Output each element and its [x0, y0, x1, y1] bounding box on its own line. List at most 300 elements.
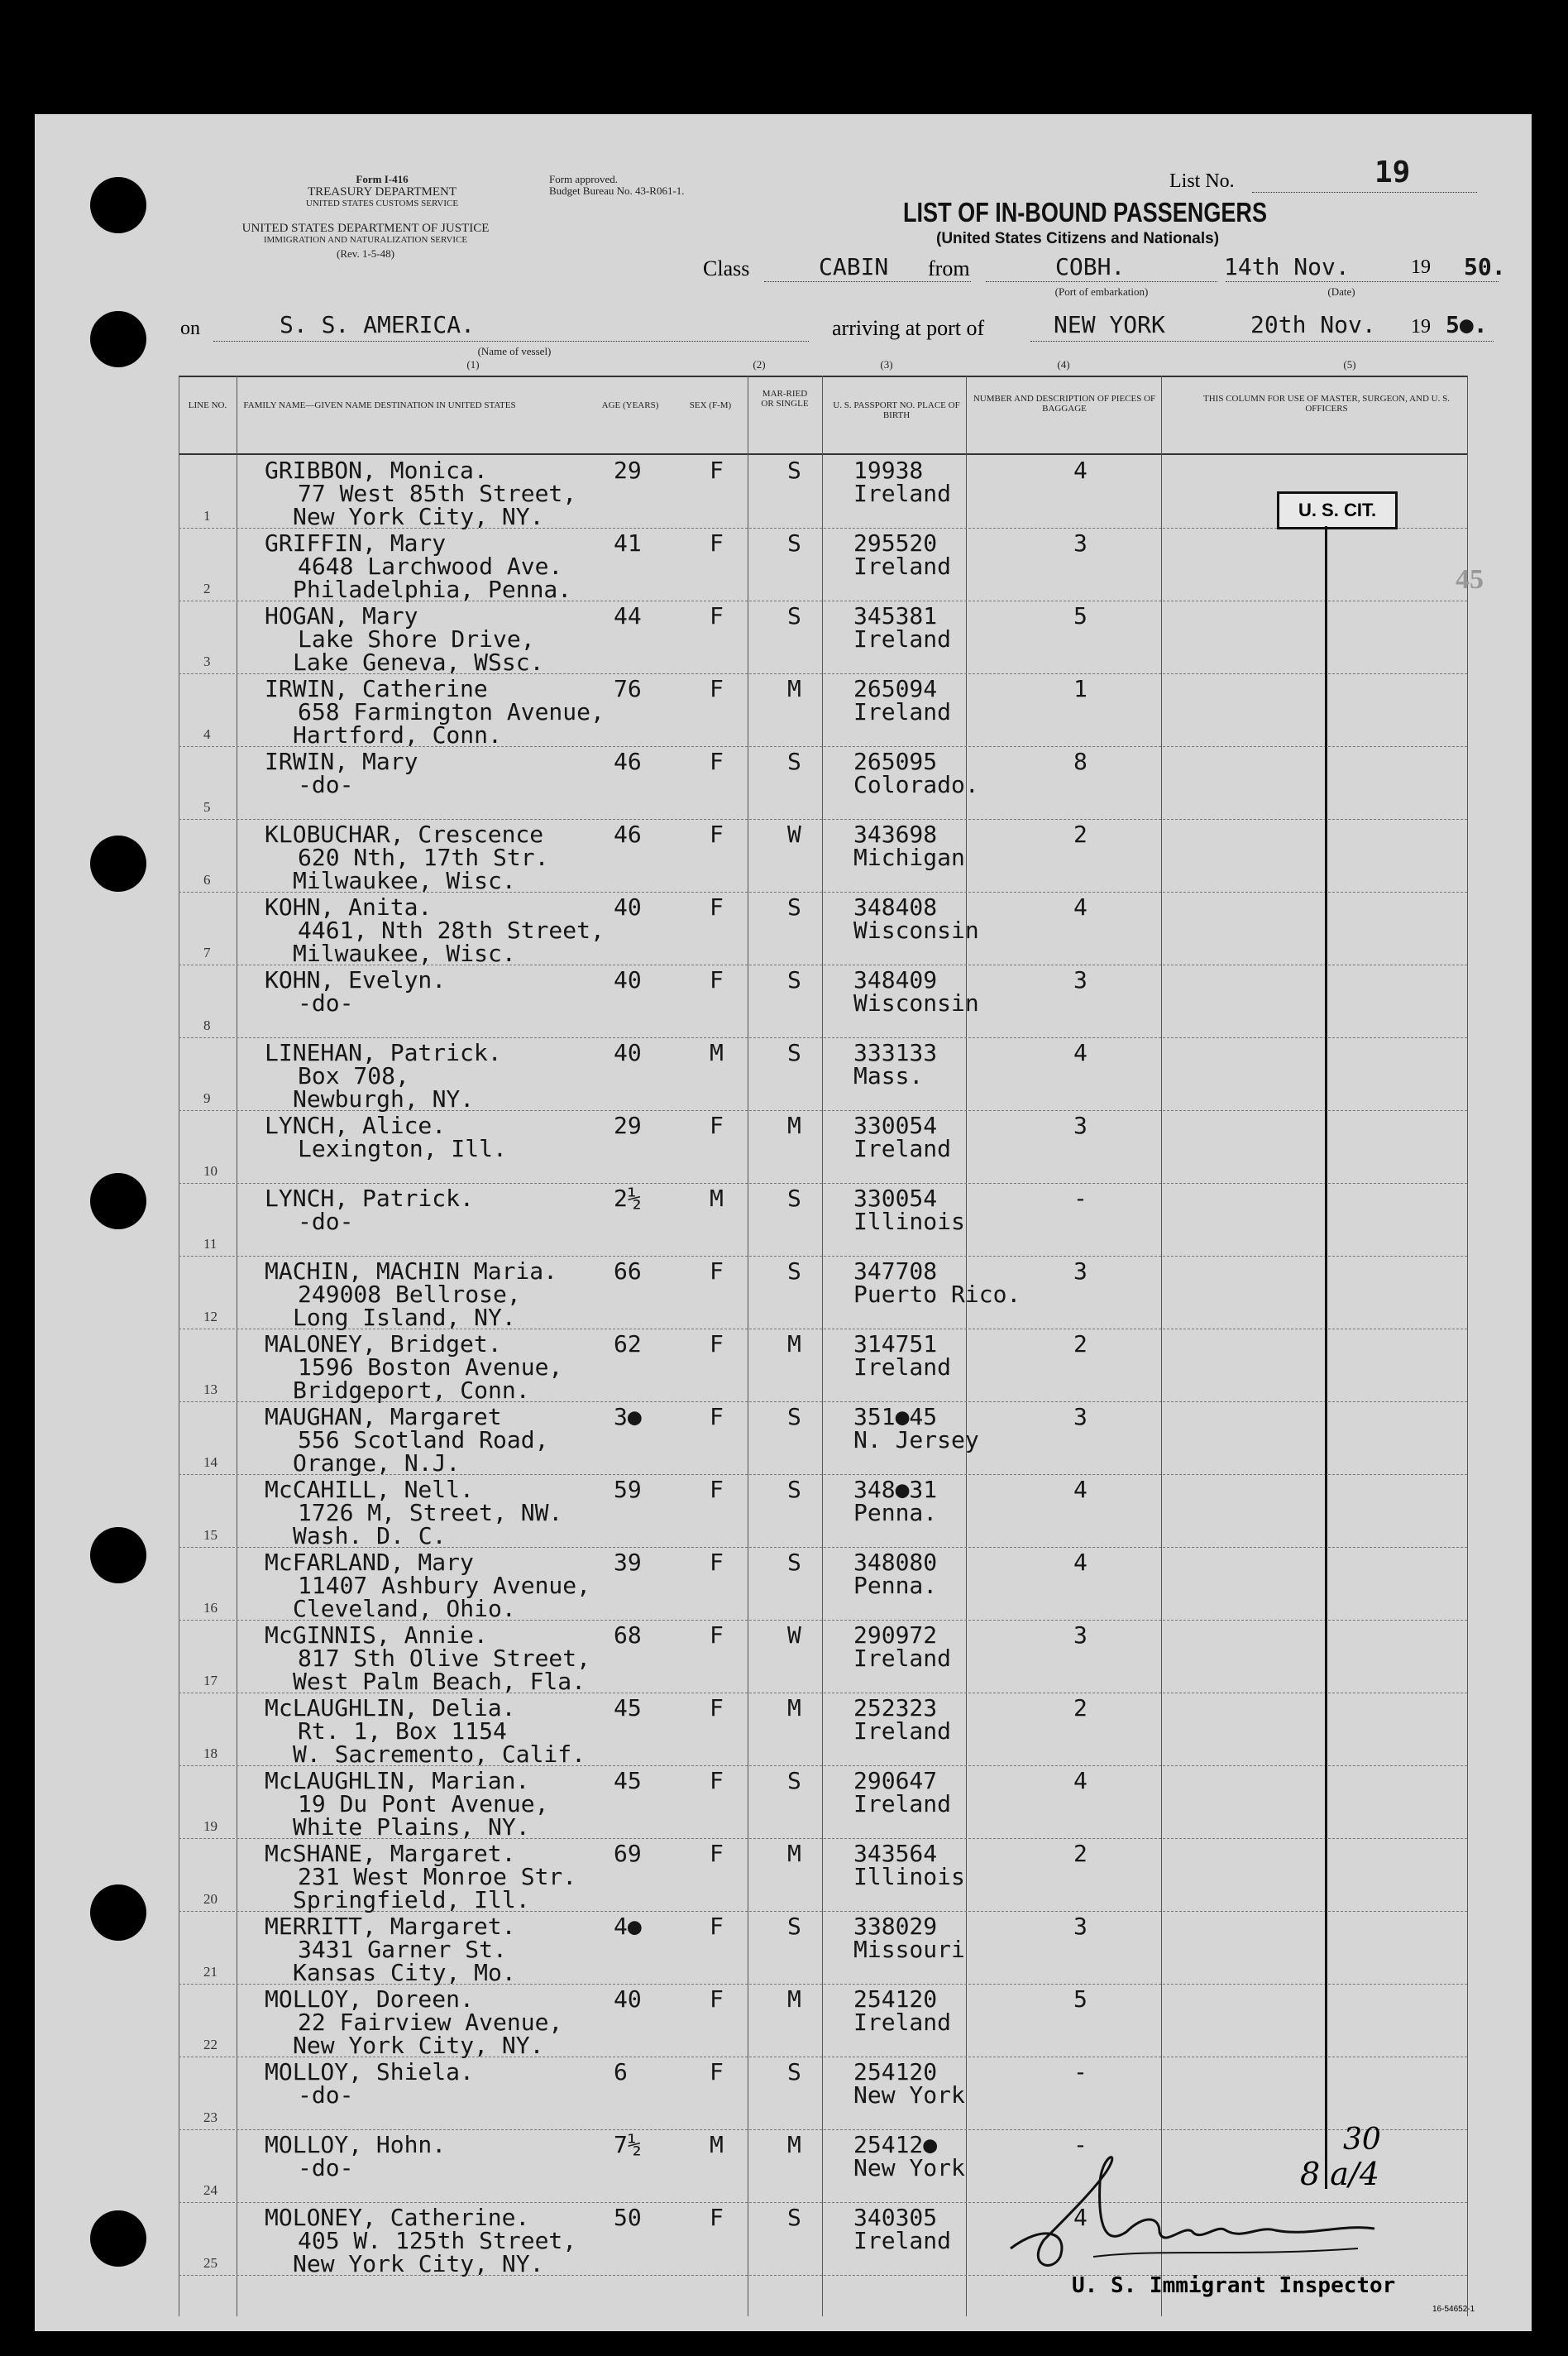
place-of-birth: Ireland: [853, 1645, 952, 1672]
row-separator: [179, 819, 1467, 820]
passenger-address-1: 77 West 85th Street,: [298, 480, 577, 507]
passenger-name: McGINNIS, Annie.: [265, 1621, 488, 1649]
marital-status: S: [787, 1039, 801, 1066]
col-num: (4): [1057, 358, 1070, 371]
baggage-count: 4: [1073, 1549, 1088, 1576]
passenger-address-1: 405 W. 125th Street,: [298, 2227, 577, 2254]
passport-number: 330054: [853, 1185, 938, 1212]
passenger-address-1: Box 708,: [298, 1062, 409, 1089]
passenger-name: MOLLOY, Hohn.: [265, 2131, 447, 2158]
place-of-birth: Mass.: [853, 1062, 924, 1089]
place-of-birth: Ireland: [853, 698, 952, 725]
dept-justice: UNITED STATES DEPARTMENT OF JUSTICE: [241, 222, 490, 235]
place-of-birth: New York: [853, 2081, 965, 2109]
passenger-address-2: Wash. D. C.: [293, 1522, 447, 1549]
passport-number: 290647: [853, 1767, 938, 1794]
list-number: 19: [1374, 156, 1411, 189]
passenger-sex: F: [710, 1913, 724, 1940]
passenger-address-1: Rt. 1, Box 1154: [298, 1717, 507, 1745]
passport-number: 254120: [853, 2058, 938, 2085]
line-number: 25: [203, 2255, 218, 2271]
passenger-age: 29: [614, 1112, 642, 1139]
baggage-count: -: [1073, 2131, 1088, 2158]
passenger-age: 3●: [614, 1403, 642, 1430]
passenger-name: KOHN, Evelyn.: [265, 966, 447, 994]
passenger-name: LINEHAN, Patrick.: [265, 1039, 502, 1066]
passenger-name: MOLLOY, Shiela.: [265, 2058, 474, 2085]
place-of-birth: Puerto Rico.: [853, 1281, 1021, 1308]
header-bottom-rule: [179, 453, 1467, 455]
port-caption: (Port of embarkation): [1054, 285, 1149, 298]
marital-status: M: [787, 1330, 801, 1358]
passenger-sex: F: [710, 2058, 724, 2085]
baggage-count: 8: [1073, 748, 1088, 775]
passenger-address-1: Lexington, Ill.: [298, 1135, 507, 1162]
header-sex: SEX (F-M): [689, 400, 732, 410]
passenger-name: McLAUGHLIN, Delia.: [265, 1694, 516, 1722]
us-citizen-stamp: U. S. CIT.: [1277, 491, 1398, 529]
dept-customs: UNITED STATES CUSTOMS SERVICE: [305, 199, 459, 208]
marital-status: S: [787, 966, 801, 994]
passenger-name: MACHIN, MACHIN Maria.: [265, 1257, 558, 1285]
passport-number: 330054: [853, 1112, 938, 1139]
line-number: 24: [203, 2182, 218, 2198]
line-number: 2: [203, 581, 211, 596]
baggage-count: 2: [1073, 1330, 1088, 1358]
passenger-address-2: Springfield, Ill.: [293, 1886, 530, 1913]
baggage-count: 3: [1073, 1257, 1088, 1285]
place-of-birth: Wisconsin: [853, 917, 979, 944]
passenger-name: KOHN, Anita.: [265, 893, 433, 921]
budget-bureau: Budget Bureau No. 43-R061-1.: [549, 184, 685, 197]
passenger-age: 45: [614, 1694, 642, 1722]
passenger-address-2: Orange, N.J.: [293, 1449, 461, 1477]
baggage-count: 3: [1073, 1913, 1088, 1940]
passenger-address-2: W. Sacremento, Calif.: [293, 1741, 586, 1768]
header-baggage: NUMBER AND DESCRIPTION OF PIECES OF BAGGAGE: [973, 394, 1156, 414]
baggage-count: 4: [1073, 2204, 1088, 2231]
line-number: 14: [203, 1454, 218, 1470]
passenger-address-1: 11407 Ashbury Avenue,: [298, 1572, 591, 1599]
baggage-count: 4: [1073, 457, 1088, 484]
marital-status: S: [787, 1549, 801, 1576]
line-number: 9: [203, 1090, 211, 1106]
punch-hole: [90, 311, 146, 367]
row-separator: [179, 1256, 1467, 1257]
passenger-age: 2½: [614, 1185, 642, 1212]
passenger-address-2: New York City, NY.: [293, 2032, 544, 2059]
page-title: LIST OF IN-BOUND PASSENGERS: [903, 197, 1268, 227]
form-approved: Form approved.: [549, 173, 619, 185]
row-separator: [179, 2129, 1467, 2130]
passenger-address-2: Lake Geneva, WSsc.: [293, 649, 544, 676]
punch-hole: [90, 1884, 146, 1941]
marital-status: M: [787, 1112, 801, 1139]
passenger-address-2: Long Island, NY.: [293, 1304, 516, 1331]
passenger-sex: M: [710, 1185, 724, 1212]
passenger-sex: F: [710, 966, 724, 994]
line-number: 4: [203, 726, 211, 742]
passenger-sex: F: [710, 1621, 724, 1649]
passenger-address-2: Philadelphia, Penna.: [293, 576, 572, 603]
place-of-birth: Ireland: [853, 1717, 952, 1745]
marital-status: M: [787, 675, 801, 702]
passenger-age: 62: [614, 1330, 642, 1358]
passport-number: 254120: [853, 1985, 938, 2013]
baggage-count: 3: [1073, 1621, 1088, 1649]
place-of-birth: Illinois: [853, 1208, 965, 1235]
departure-date: 14th Nov.: [1224, 253, 1350, 280]
line-number: 12: [203, 1309, 218, 1324]
baggage-count: 4: [1073, 1476, 1088, 1503]
manifest-sheet: [35, 114, 1532, 2331]
passenger-name: MERRITT, Margaret.: [265, 1913, 516, 1940]
passport-number: 351●45: [853, 1403, 938, 1430]
vessel-caption: (Name of vessel): [477, 345, 552, 357]
passenger-sex: F: [710, 1549, 724, 1576]
passenger-address-2: New York City, NY.: [293, 2250, 544, 2277]
place-of-birth: Ireland: [853, 553, 952, 580]
marital-status: S: [787, 1403, 801, 1430]
passenger-name: LYNCH, Patrick.: [265, 1185, 474, 1212]
baggage-count: 3: [1073, 529, 1088, 557]
margin-number: 45: [1456, 564, 1484, 595]
passenger-sex: F: [710, 457, 724, 484]
place-of-birth: Ireland: [853, 2227, 952, 2254]
passenger-sex: F: [710, 529, 724, 557]
passenger-age: 45: [614, 1767, 642, 1794]
passenger-name: McFARLAND, Mary: [265, 1549, 474, 1576]
passenger-name: McLAUGHLIN, Marian.: [265, 1767, 530, 1794]
line-number: 10: [203, 1163, 218, 1179]
passenger-name: McSHANE, Margaret.: [265, 1840, 516, 1867]
col-num: (3): [880, 358, 893, 371]
passenger-sex: F: [710, 675, 724, 702]
col-num: (2): [753, 358, 766, 371]
passenger-age: 46: [614, 821, 642, 848]
header-passport: U. S. PASSPORT NO. PLACE OF BIRTH: [833, 400, 960, 421]
place-of-birth: Michigan: [853, 844, 965, 871]
line-number: 19: [203, 1818, 218, 1834]
passenger-age: 7½: [614, 2131, 642, 2158]
punch-hole: [90, 1527, 146, 1583]
passport-number: 338029: [853, 1913, 938, 1940]
passenger-name: KLOBUCHAR, Crescence: [265, 821, 544, 848]
passenger-address-1: 249008 Bellrose,: [298, 1281, 521, 1308]
passenger-age: 44: [614, 602, 642, 630]
form-revision: (Rev. 1-5-48): [337, 247, 394, 260]
line-number: 22: [203, 2037, 218, 2052]
place-of-birth: Penna.: [853, 1572, 938, 1599]
passenger-age: 59: [614, 1476, 642, 1503]
passenger-address-2: Milwaukee, Wisc.: [293, 940, 516, 967]
passenger-age: 68: [614, 1621, 642, 1649]
passenger-sex: F: [710, 893, 724, 921]
passport-number: 252323: [853, 1694, 938, 1722]
on-label: on: [180, 318, 200, 339]
passenger-age: 40: [614, 893, 642, 921]
marital-status: S: [787, 457, 801, 484]
marital-status: S: [787, 529, 801, 557]
line-number: 1: [203, 508, 211, 524]
passenger-sex: F: [710, 1403, 724, 1430]
passenger-sex: M: [710, 2131, 724, 2158]
line-number: 16: [203, 1600, 218, 1616]
passport-number: 348408: [853, 893, 938, 921]
passenger-name: MOLONEY, Catherine.: [265, 2204, 530, 2231]
header-age: AGE (YEARS): [601, 400, 659, 410]
marital-status: S: [787, 893, 801, 921]
line-number: 7: [203, 945, 211, 960]
header-top-rule: [179, 376, 1467, 377]
row-separator: [179, 1183, 1467, 1184]
passenger-age: 40: [614, 1985, 642, 2013]
passenger-name: McCAHILL, Nell.: [265, 1476, 474, 1503]
passport-number: 290972: [853, 1621, 938, 1649]
arrival-year-prefix: 19: [1411, 316, 1431, 338]
line-number: 11: [203, 1236, 218, 1252]
passenger-age: 40: [614, 966, 642, 994]
arrival-date: 20th Nov.: [1250, 311, 1376, 338]
baggage-count: -: [1073, 2058, 1088, 2085]
passenger-address-2: Kansas City, Mo.: [293, 1959, 516, 1986]
passenger-sex: F: [710, 1257, 724, 1285]
passport-number: 265094: [853, 675, 938, 702]
passenger-name: HOGAN, Mary: [265, 602, 418, 630]
passenger-sex: F: [710, 1985, 724, 2013]
passenger-name: GRIBBON, Monica.: [265, 457, 488, 484]
annotation-top: 30: [1343, 2123, 1381, 2157]
place-of-birth: Colorado.: [853, 771, 979, 798]
line-number: 5: [203, 799, 211, 815]
passenger-address-1: -do-: [298, 1208, 354, 1235]
baggage-count: 3: [1073, 1403, 1088, 1430]
passenger-name: GRIFFIN, Mary: [265, 529, 447, 557]
marital-status: S: [787, 2058, 801, 2085]
passenger-sex: F: [710, 1476, 724, 1503]
passenger-address-1: Lake Shore Drive,: [298, 625, 535, 653]
arriving-label: arriving at port of: [832, 316, 985, 340]
place-of-birth: Ireland: [853, 625, 952, 653]
passport-number: 347708: [853, 1257, 938, 1285]
passport-number: 343564: [853, 1840, 938, 1867]
passenger-address-2: New York City, NY.: [293, 503, 544, 530]
line-number: 8: [203, 1018, 211, 1033]
passenger-address-1: -do-: [298, 2154, 354, 2181]
passenger-name: IRWIN, Mary: [265, 748, 418, 775]
passport-number: 343698: [853, 821, 938, 848]
form-number: Form I-416: [356, 173, 409, 185]
passenger-sex: F: [710, 1112, 724, 1139]
list-no-label: List No.: [1169, 170, 1235, 192]
marital-status: S: [787, 1767, 801, 1794]
line-number: 3: [203, 654, 211, 669]
passenger-address-2: Milwaukee, Wisc.: [293, 867, 516, 894]
passport-number: 295520: [853, 529, 938, 557]
line-number: 18: [203, 1745, 218, 1761]
passenger-name: MOLLOY, Doreen.: [265, 1985, 474, 2013]
arrival-year: 5●.: [1446, 311, 1488, 338]
port-embarkation: COBH.: [1055, 253, 1126, 280]
place-of-birth: Wisconsin: [853, 989, 979, 1017]
class-value: CABIN: [819, 253, 889, 280]
marital-status: S: [787, 1913, 801, 1940]
col-num: (5): [1343, 358, 1356, 371]
baggage-count: 3: [1073, 1112, 1088, 1139]
passenger-name: MAUGHAN, Margaret: [265, 1403, 502, 1430]
passenger-sex: F: [710, 2204, 724, 2231]
passenger-age: 76: [614, 675, 642, 702]
place-of-birth: Missouri: [853, 1936, 965, 1963]
passport-number: 348●31: [853, 1476, 938, 1503]
baggage-count: 3: [1073, 966, 1088, 994]
inspector-signature: [994, 2133, 1507, 2282]
passenger-address-1: 817 Sth Olive Street,: [298, 1645, 591, 1672]
baggage-count: 5: [1073, 602, 1088, 630]
passenger-sex: F: [710, 602, 724, 630]
line-number: 21: [203, 1964, 218, 1980]
punch-hole: [90, 177, 146, 233]
passport-number: 314751: [853, 1330, 938, 1358]
passenger-sex: F: [710, 821, 724, 848]
passenger-address-2: Hartford, Conn.: [293, 721, 502, 749]
place-of-birth: Ireland: [853, 2009, 952, 2036]
passenger-address-1: 658 Farmington Avenue,: [298, 698, 605, 725]
class-label: Class: [703, 256, 750, 280]
row-separator: [179, 1037, 1467, 1038]
passenger-name: LYNCH, Alice.: [265, 1112, 447, 1139]
place-of-birth: Ireland: [853, 1353, 952, 1381]
header-name: FAMILY NAME—GIVEN NAME DESTINATION IN UNITED STATES: [243, 400, 516, 410]
passenger-sex: F: [710, 1694, 724, 1722]
punch-hole: [90, 2210, 146, 2267]
dept-treasury: TREASURY DEPARTMENT: [307, 185, 457, 199]
marital-status: M: [787, 1694, 801, 1722]
passenger-address-1: 4648 Larchwood Ave.: [298, 553, 563, 580]
departure-year-prefix: 19: [1411, 256, 1431, 278]
annotation-bottom: 8 a/4: [1300, 2156, 1379, 2192]
passenger-sex: F: [710, 748, 724, 775]
passenger-sex: F: [710, 1767, 724, 1794]
line-number: 15: [203, 1527, 218, 1543]
passenger-address-1: -do-: [298, 771, 354, 798]
baggage-count: 2: [1073, 1840, 1088, 1867]
passenger-sex: M: [710, 1039, 724, 1066]
punch-hole: [90, 836, 146, 892]
marital-status: S: [787, 602, 801, 630]
marital-status: M: [787, 2131, 801, 2158]
marital-status: S: [787, 1257, 801, 1285]
passenger-address-2: West Palm Beach, Fla.: [293, 1668, 586, 1695]
place-of-birth: Illinois: [853, 1863, 965, 1890]
passport-number: 348409: [853, 966, 938, 994]
passenger-age: 6: [614, 2058, 628, 2085]
marital-status: M: [787, 1985, 801, 2013]
passenger-address-2: Newburgh, NY.: [293, 1085, 475, 1113]
passport-number: 265095: [853, 748, 938, 775]
page-subtitle: (United States Citizens and Nationals): [936, 230, 1220, 247]
passport-number: 19938: [853, 457, 924, 484]
passenger-age: 4●: [614, 1913, 642, 1940]
date-caption: (Date): [1327, 285, 1355, 298]
inspector-label: U. S. Immigrant Inspector: [1072, 2273, 1396, 2298]
passenger-address-1: 4461, Nth 28th Street,: [298, 917, 605, 944]
passenger-sex: F: [710, 1840, 724, 1867]
marital-status: M: [787, 1840, 801, 1867]
passenger-age: 46: [614, 748, 642, 775]
passenger-address-1: -do-: [298, 989, 354, 1017]
baggage-count: -: [1073, 1185, 1088, 1212]
passenger-address-1: -do-: [298, 2081, 354, 2109]
line-number: 13: [203, 1382, 218, 1397]
passport-number: 340305: [853, 2204, 938, 2231]
passenger-age: 39: [614, 1549, 642, 1576]
passport-number: 345381: [853, 602, 938, 630]
passenger-sex: F: [710, 1330, 724, 1358]
dept-ins: IMMIGRATION AND NATURALIZATION SERVICE: [263, 235, 468, 245]
arrival-port: NEW YORK: [1054, 311, 1165, 338]
passenger-address-2: Bridgeport, Conn.: [293, 1377, 530, 1404]
vessel-name: S. S. AMERICA.: [280, 311, 476, 338]
baggage-count: 4: [1073, 893, 1088, 921]
passenger-age: 40: [614, 1039, 642, 1066]
baggage-count: 2: [1073, 1694, 1088, 1722]
passenger-name: MALONEY, Bridget.: [265, 1330, 502, 1358]
place-of-birth: New York: [853, 2154, 965, 2181]
line-number: 23: [203, 2109, 218, 2125]
passenger-age: 29: [614, 457, 642, 484]
passport-number: 333133: [853, 1039, 938, 1066]
passenger-age: 41: [614, 529, 642, 557]
place-of-birth: Ireland: [853, 1135, 952, 1162]
passenger-address-2: White Plains, NY.: [293, 1813, 530, 1841]
line-number: 6: [203, 872, 211, 888]
passenger-address-1: 231 West Monroe Str.: [298, 1863, 577, 1890]
header-officers: THIS COLUMN FOR USE OF MASTER, SURGEON, AND U. S. OFFICERS: [1203, 394, 1450, 414]
line-number: 20: [203, 1891, 218, 1907]
departure-year: 50.: [1464, 253, 1506, 280]
col-num: (1): [466, 358, 480, 371]
from-label: from: [928, 256, 970, 280]
passenger-name: IRWIN, Catherine: [265, 675, 488, 702]
marital-status: W: [787, 821, 801, 848]
line-number: 17: [203, 1673, 218, 1688]
place-of-birth: Ireland: [853, 480, 952, 507]
marital-status: S: [787, 2204, 801, 2231]
citizen-column-line: [1325, 526, 1327, 2189]
marital-status: S: [787, 1185, 801, 1212]
passenger-address-1: 22 Fairview Avenue,: [298, 2009, 563, 2036]
header-line-no: LINE NO.: [188, 400, 227, 410]
passenger-age: 66: [614, 1257, 642, 1285]
header-married: MAR-RIED OR SINGLE: [761, 389, 809, 409]
form-code: 16-54652-1: [1432, 2305, 1475, 2314]
baggage-count: 4: [1073, 1039, 1088, 1066]
passport-number: 25412●: [853, 2131, 938, 2158]
passenger-address-1: 1596 Boston Avenue,: [298, 1353, 563, 1381]
passenger-age: 69: [614, 1840, 642, 1867]
marital-status: W: [787, 1621, 801, 1649]
place-of-birth: Ireland: [853, 1790, 952, 1817]
passenger-address-1: 556 Scotland Road,: [298, 1426, 549, 1453]
baggage-count: 4: [1073, 1767, 1088, 1794]
place-of-birth: N. Jersey: [853, 1426, 979, 1453]
baggage-count: 1: [1073, 675, 1088, 702]
place-of-birth: Penna.: [853, 1499, 938, 1526]
marital-status: S: [787, 748, 801, 775]
marital-status: S: [787, 1476, 801, 1503]
passenger-address-2: Cleveland, Ohio.: [293, 1595, 516, 1622]
